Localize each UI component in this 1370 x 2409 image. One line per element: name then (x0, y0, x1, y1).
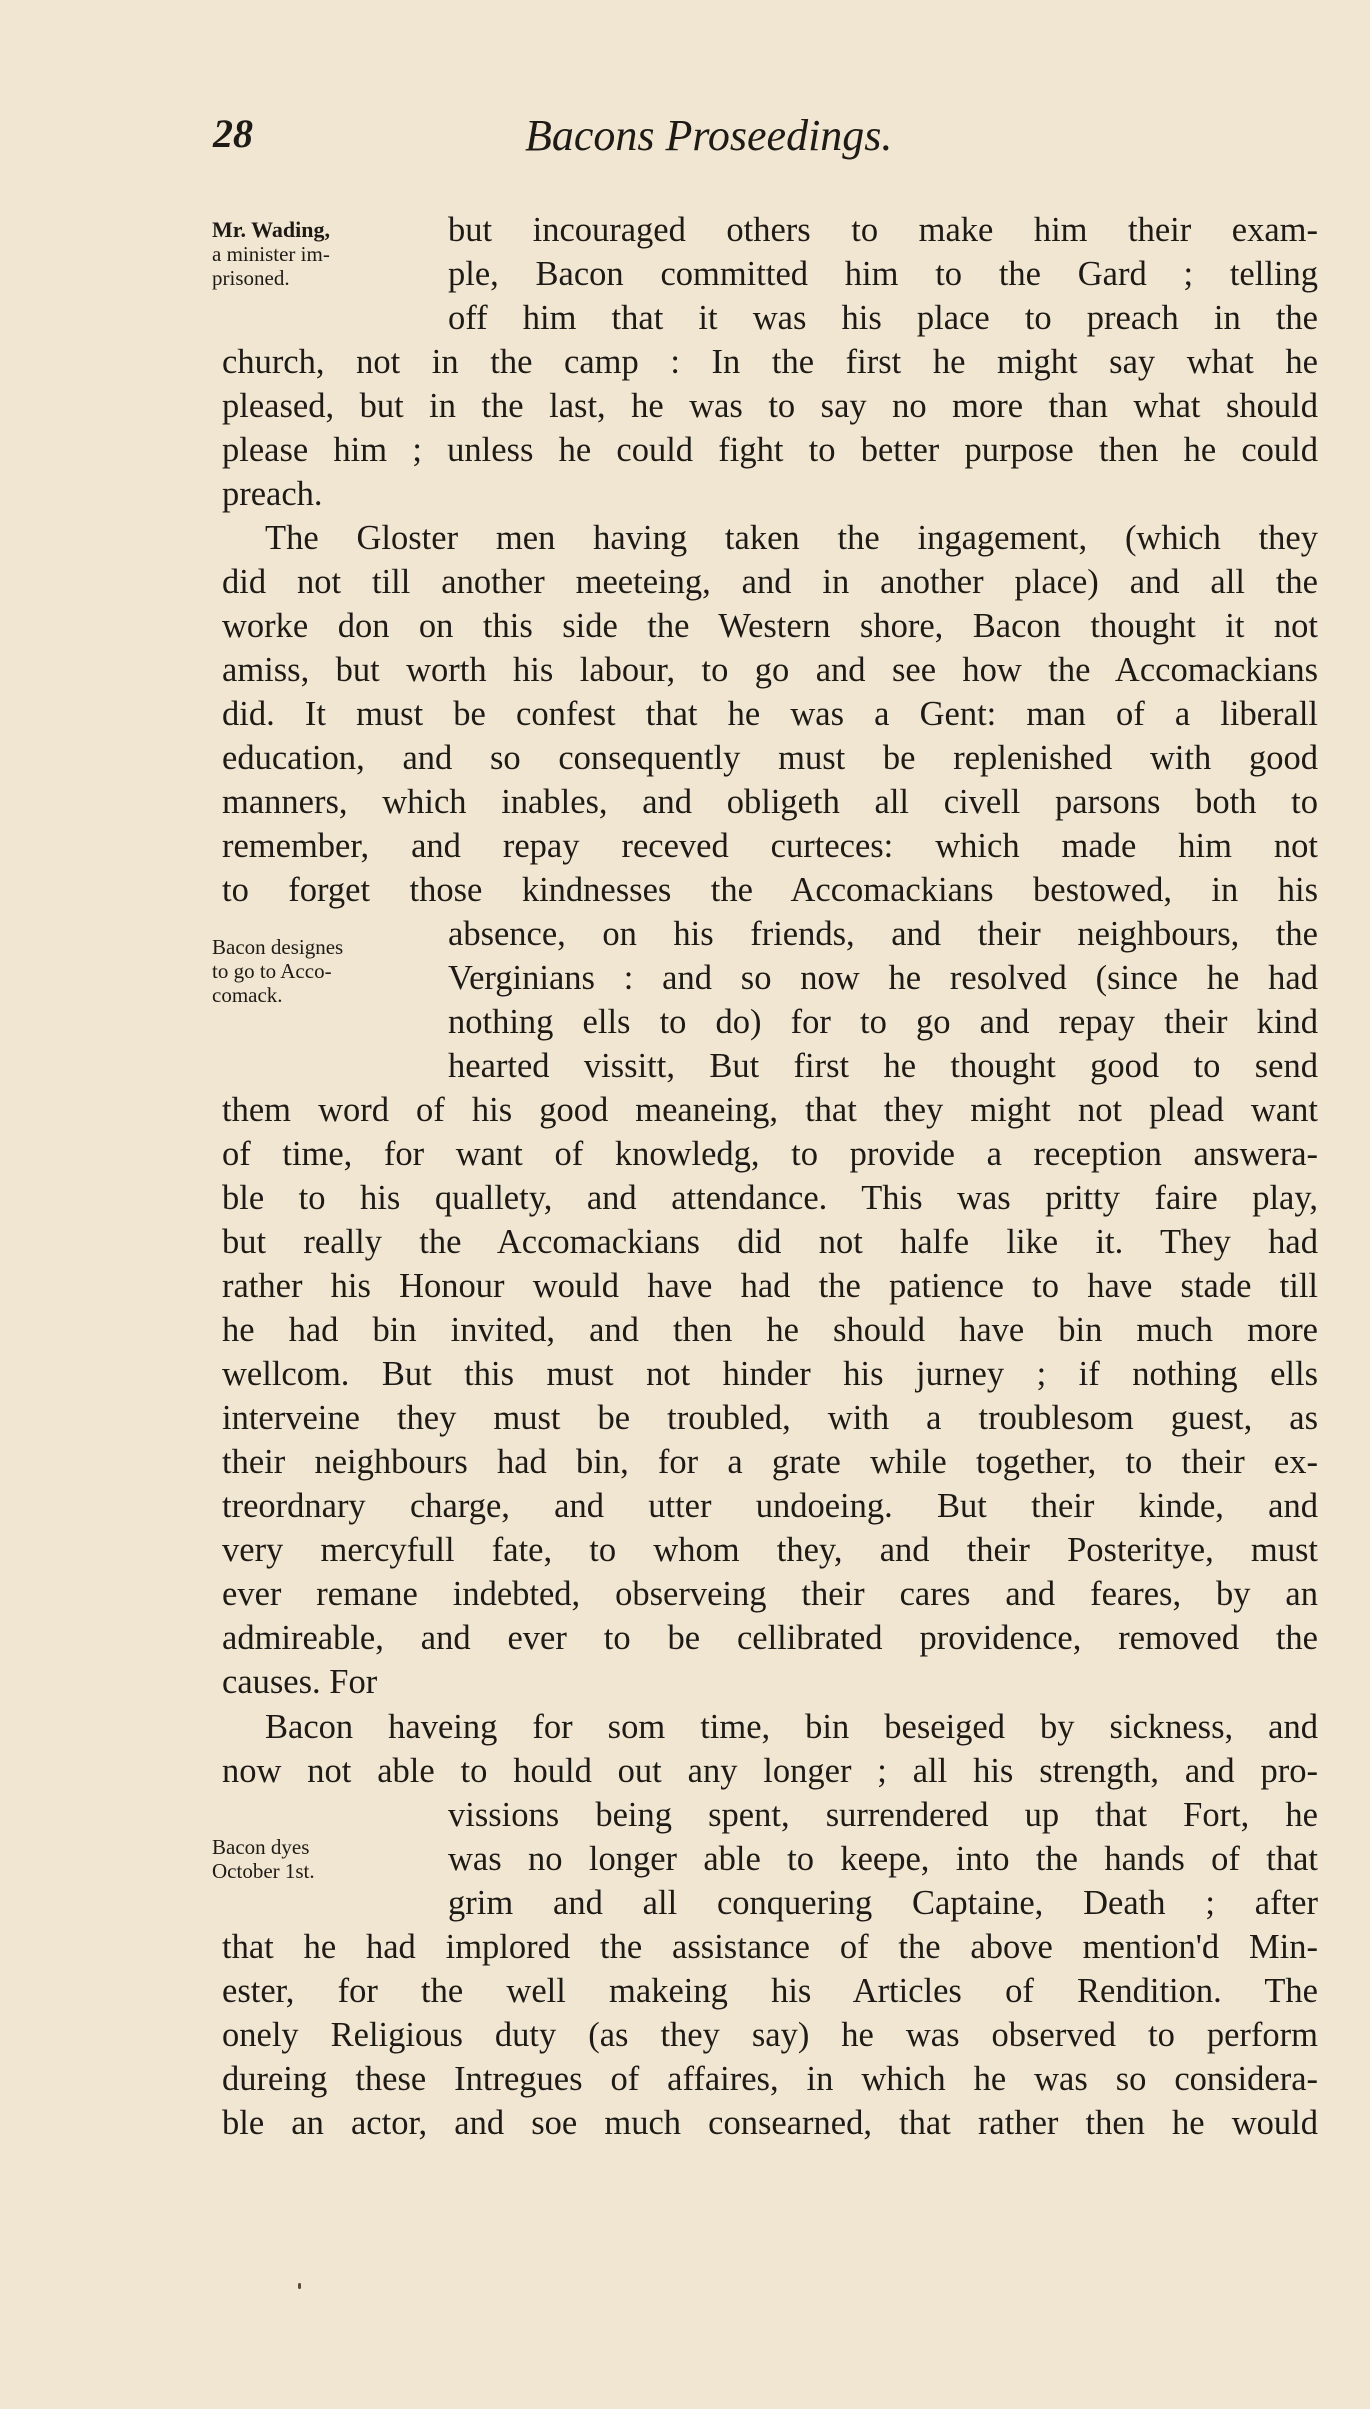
text-line: ester, for the well makeing his Articles of Rendition. The (222, 1972, 1318, 2010)
text-line: grim and all conquering Captaine, Death ; after (448, 1884, 1318, 1922)
text-line: The Gloster men having taken the ingagement, (which they (265, 519, 1318, 557)
text-line: Verginians : and so now he resolved (since he had (448, 959, 1318, 997)
margin-note-line: a minister im- (212, 242, 330, 266)
text-line: wellcom. But this must not hinder his jurney ; if nothing ells (222, 1355, 1318, 1393)
text-line: nothing ells to do) for to go and repay their kind (448, 1003, 1318, 1041)
margin-note-line: to go to Acco- (212, 959, 332, 983)
text-line: off him that it was his place to preach in the (448, 299, 1318, 337)
text-line: causes. For (222, 1663, 378, 1701)
page-number: 28 (213, 111, 253, 156)
text-line: he had bin invited, and then he should have bin much more (222, 1311, 1318, 1349)
text-line: absence, on his friends, and their neighbours, the (448, 915, 1318, 953)
margin-note-line: October 1st. (212, 1859, 315, 1883)
text-line: very mercyfull fate, to whom they, and their Posteritye, must (222, 1531, 1318, 1569)
text-line: remember, and repay receved curteces: which made him not (222, 827, 1318, 865)
text-line: admireable, and ever to be cellibrated providence, removed the (222, 1619, 1318, 1657)
margin-note-line: Bacon dyes (212, 1835, 310, 1859)
text-line: treordnary charge, and utter undoeing. But their kinde, and (222, 1487, 1318, 1525)
text-line: education, and so consequently must be replenished with good (222, 739, 1318, 777)
text-line: that he had implored the assistance of the above mention'd Min- (222, 1928, 1318, 1966)
text-line: now not able to hould out any longer ; all his strength, and pro- (222, 1752, 1318, 1790)
text-line: church, not in the camp : In the first he might say what he (222, 343, 1318, 381)
paper-speck (298, 2283, 301, 2289)
text-line: pleased, but in the last, he was to say no more than what should (222, 387, 1318, 425)
text-line: did not till another meeteing, and in another place) and all the (222, 563, 1318, 601)
text-line: manners, which inables, and obligeth all civell parsons both to (222, 783, 1318, 821)
text-line: of time, for want of knowledg, to provide a reception answera- (222, 1135, 1318, 1173)
text-line: hearted vissitt, But first he thought good to send (448, 1047, 1318, 1085)
text-line: please him ; unless he could fight to better purpose then he could (222, 431, 1318, 469)
text-line: their neighbours had bin, for a grate while together, to their ex- (222, 1443, 1318, 1481)
text-line: did. It must be confest that he was a Gent: man of a liberall (222, 695, 1318, 733)
text-line: ever remane indebted, observeing their cares and feares, by an (222, 1575, 1318, 1613)
margin-note-line: prisoned. (212, 266, 290, 290)
text-line: vissions being spent, surrendered up that Fort, he (448, 1796, 1318, 1834)
text-line: interveine they must be troubled, with a troublesom guest, as (222, 1399, 1318, 1437)
text-line: rather his Honour would have had the patience to have stade till (222, 1267, 1318, 1305)
text-line: ple, Bacon committed him to the Gard ; telling (448, 255, 1318, 293)
text-line: was no longer able to keepe, into the hands of that (448, 1840, 1318, 1878)
text-line: to forget those kindnesses the Accomackians bestowed, in his (222, 871, 1318, 909)
margin-note-line: comack. (212, 983, 283, 1007)
margin-note-line: Bacon designes (212, 935, 344, 959)
margin-note-line: Mr. Wading, (212, 217, 330, 242)
text-line: Bacon haveing for som time, bin beseiged by sickness, and (265, 1708, 1318, 1746)
text-line: but incouraged others to make him their exam- (448, 211, 1318, 249)
text-line: preach. (222, 475, 323, 513)
text-line: but really the Accomackians did not halfe like it. They had (222, 1223, 1318, 1261)
text-line: ble an actor, and soe much consearned, that rather then he would (222, 2104, 1318, 2142)
text-line: dureing these Intregues of affaires, in which he was so considera- (222, 2060, 1318, 2098)
text-line: onely Religious duty (as they say) he was observed to perform (222, 2016, 1318, 2054)
running-head: Bacons Proseedings. (525, 111, 893, 160)
text-line: them word of his good meaneing, that they might not plead want (222, 1091, 1318, 1129)
text-line: worke don on this side the Western shore, Bacon thought it not (222, 607, 1318, 645)
text-line: amiss, but worth his labour, to go and see how the Accomackians (222, 651, 1318, 689)
text-line: ble to his quallety, and attendance. This was pritty faire play, (222, 1179, 1318, 1217)
